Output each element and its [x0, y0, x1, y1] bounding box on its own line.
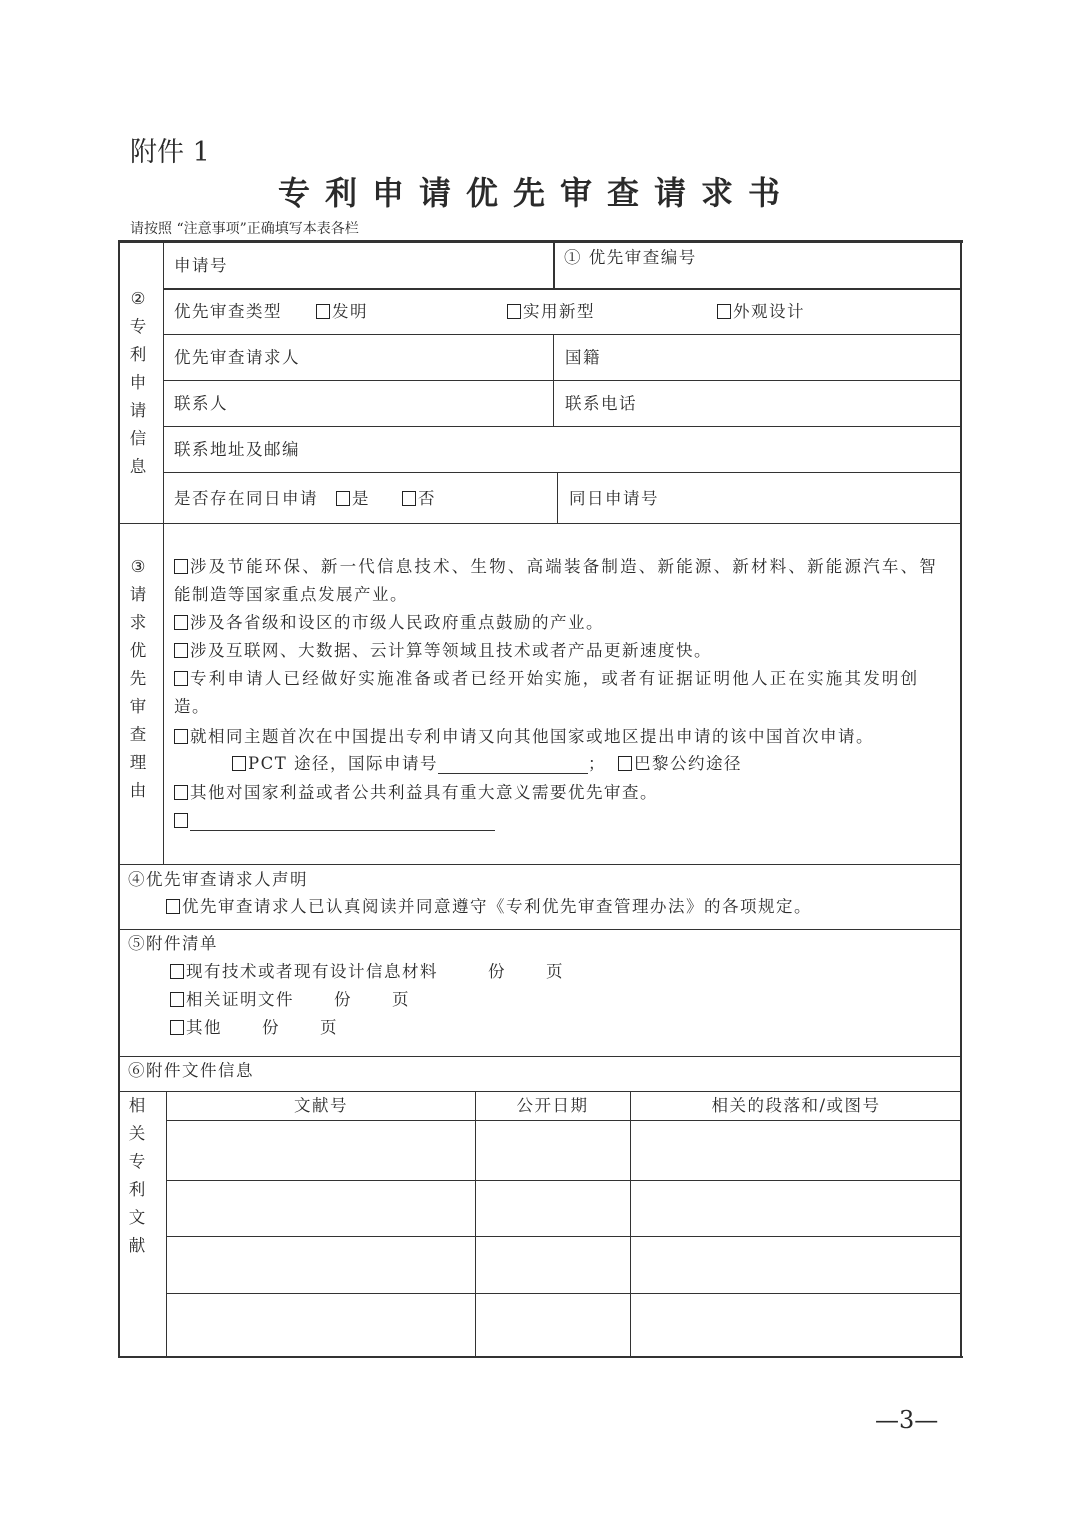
- application-no-field[interactable]: 申请号: [174, 256, 228, 275]
- fill-instruction: 请按照 “注意事项”正确填写本表各栏: [130, 221, 359, 237]
- divider: [118, 1091, 962, 1092]
- contact-person-field[interactable]: 联系人: [174, 394, 228, 413]
- reason-text-continued: 造。: [174, 697, 210, 716]
- checkbox[interactable]: [174, 813, 188, 828]
- divider: [163, 426, 962, 427]
- divider: [118, 523, 962, 524]
- table-row: [166, 1180, 962, 1181]
- declaration-checkbox[interactable]: 优先审查请求人已认真阅读并同意遵守《专利优先审查管理办法》的各项规定。: [166, 897, 812, 917]
- checkbox[interactable]: [402, 491, 416, 506]
- checkbox[interactable]: [174, 729, 188, 744]
- checkbox[interactable]: [170, 1020, 184, 1035]
- divider: [163, 288, 962, 290]
- table-row: [166, 1293, 962, 1294]
- divider: [163, 472, 962, 473]
- divider: [118, 1056, 962, 1057]
- divider: [163, 241, 164, 523]
- exam-type-invention[interactable]: 发明: [316, 302, 368, 322]
- divider: [553, 334, 554, 426]
- checkbox[interactable]: [174, 559, 188, 574]
- section2-side-label: ② 专 利 申 请 信 息: [129, 289, 147, 476]
- same-day-application-no-field[interactable]: 同日申请号: [569, 489, 659, 508]
- column-header-publication-date: 公开日期: [516, 1096, 589, 1115]
- divider: [475, 1091, 476, 1357]
- section3-side-label: ③ 请 求 优 先 审 查 理 由: [129, 557, 147, 800]
- nationality-field[interactable]: 国籍: [565, 348, 601, 367]
- divider: [163, 380, 962, 381]
- same-day-yes[interactable]: 是: [336, 489, 370, 509]
- divider: [166, 1120, 962, 1121]
- frame-bottom: [118, 1356, 963, 1358]
- reason-other[interactable]: [174, 811, 495, 831]
- divider: [553, 243, 555, 289]
- reason-local-encouraged[interactable]: 涉及各省级和设区的市级人民政府重点鼓励的产业。: [174, 613, 604, 633]
- same-day-label: 是否存在同日申请: [174, 489, 318, 508]
- international-application-no-input[interactable]: [438, 757, 588, 774]
- divider: [166, 1091, 167, 1358]
- section5-title: ⑤附件清单: [128, 934, 218, 953]
- checkbox[interactable]: [618, 756, 632, 771]
- reason-key-industries[interactable]: 涉及节能环保、新一代信息技术、生物、高端装备制造、新能源、新材料、新能源汽车、智: [174, 557, 938, 577]
- checkbox[interactable]: [174, 671, 188, 686]
- checkbox[interactable]: [170, 992, 184, 1007]
- pct-route[interactable]: PCT 途径，国际申请号 ；: [232, 754, 606, 774]
- divider: [118, 929, 962, 930]
- other-reason-input[interactable]: [190, 814, 495, 831]
- checkbox[interactable]: [232, 756, 246, 771]
- checkbox[interactable]: [507, 304, 521, 319]
- attachment-label: 附件 1: [130, 137, 210, 168]
- reason-first-china-application[interactable]: 就相同主题首次在中国提出专利申请又向其他国家或地区提出申请的该中国首次申请。: [174, 727, 874, 747]
- checkbox[interactable]: [174, 785, 188, 800]
- reason-implementation[interactable]: 专利申请人已经做好实施准备或者已经开始实施，或者有证据证明他人正在实施其发明创: [174, 669, 919, 689]
- same-day-no[interactable]: 否: [402, 489, 436, 509]
- checkbox[interactable]: [316, 304, 330, 319]
- section6-side-label: 相 关 专 利 文 献: [128, 1096, 146, 1255]
- frame-right: [960, 241, 962, 1358]
- divider: [557, 472, 558, 523]
- checkbox[interactable]: [336, 491, 350, 506]
- checkbox[interactable]: [170, 964, 184, 979]
- attachment-item-certificate[interactable]: 相关证明文件 份 页: [170, 990, 410, 1010]
- reason-text-continued: 能制造等国家重点发展产业。: [174, 585, 408, 604]
- frame-top: [118, 240, 963, 243]
- divider: [163, 523, 164, 864]
- reason-public-interest[interactable]: 其他对国家利益或者公共利益具有重大意义需要优先审查。: [174, 783, 658, 803]
- checkbox[interactable]: [174, 643, 188, 658]
- column-header-document-no: 文献号: [294, 1096, 348, 1115]
- section6-title: ⑥附件文件信息: [128, 1061, 254, 1080]
- requester-field[interactable]: 优先审查请求人: [174, 348, 300, 367]
- checkbox[interactable]: [166, 899, 180, 914]
- column-header-relevant-paragraphs: 相关的段落和/或图号: [711, 1096, 881, 1115]
- exam-type-label: 优先审查类型: [174, 302, 282, 321]
- table-row: [166, 1236, 962, 1237]
- exam-type-design[interactable]: 外观设计: [717, 302, 805, 322]
- section4-title: ④优先审查请求人声明: [128, 870, 308, 889]
- attachment-item-prior-art[interactable]: 现有技术或者现有设计信息材料 份 页: [170, 962, 564, 982]
- contact-phone-field[interactable]: 联系电话: [565, 394, 637, 413]
- priority-exam-no-field[interactable]: ① 优先审查编号: [564, 248, 697, 267]
- checkbox[interactable]: [174, 615, 188, 630]
- address-zip-field[interactable]: 联系地址及邮编: [174, 440, 300, 459]
- checkbox[interactable]: [717, 304, 731, 319]
- page-number: —3—: [875, 1406, 939, 1434]
- paris-route[interactable]: 巴黎公约途径: [618, 754, 742, 774]
- reason-fast-update[interactable]: 涉及互联网、大数据、云计算等领域且技术或者产品更新速度快。: [174, 641, 712, 661]
- exam-type-utility[interactable]: 实用新型: [507, 302, 595, 322]
- attachment-item-other[interactable]: 其他 份 页: [170, 1018, 338, 1038]
- divider: [163, 334, 962, 335]
- document-title: 专利申请优先审查请求书: [278, 174, 796, 212]
- divider: [118, 864, 962, 865]
- divider: [630, 1091, 631, 1357]
